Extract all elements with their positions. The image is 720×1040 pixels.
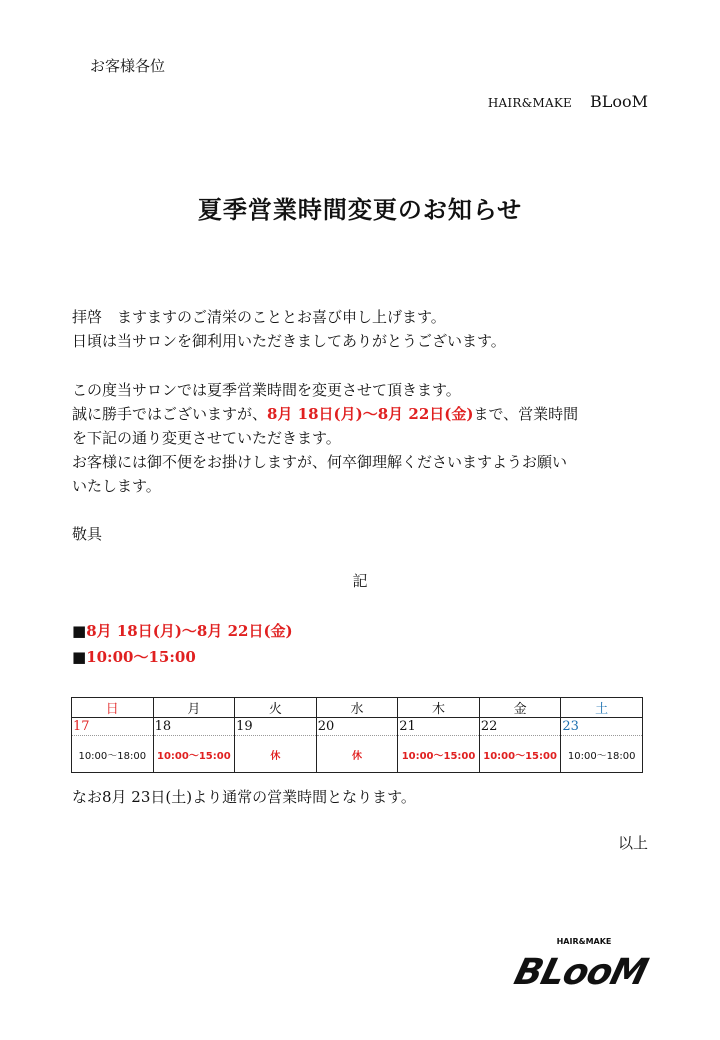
calendar-day-name: 日 [72, 698, 154, 718]
body-line: この度当サロンでは夏季営業時間を変更させて頂きます。 [72, 381, 461, 399]
salutation: お客様各位 [90, 57, 166, 75]
page-title: 夏季営業時間変更のお知らせ [197, 195, 523, 224]
summary-period-value: 8月 18日(月)～8月 22日(金) [86, 622, 293, 640]
greeting-line: 日頃は当サロンを御利用いただきましてありがとうございます。 [72, 332, 506, 350]
calendar-date: 20 [316, 718, 398, 736]
calendar-hours-row [72, 736, 643, 773]
schedule-calendar [71, 697, 643, 773]
body-text [72, 378, 652, 498]
body-line: を下記の通り変更させていただきます。 [72, 429, 341, 447]
calendar-hours: 休 [235, 736, 317, 773]
calendar-hours: 10:00～15:00 [398, 736, 480, 773]
calendar-hours: 10:00～15:00 [479, 736, 561, 773]
after-note: なお8月 23日(土)より通常の営業時間となります。 [72, 788, 416, 806]
summary-hours [72, 644, 293, 670]
sender-prefix: HAIR&MAKE [487, 96, 572, 110]
body-line: お客様には御不便をお掛けしますが、何卒御理解くださいますようお願い [72, 453, 568, 471]
calendar-day-name: 火 [235, 698, 317, 718]
summary-hours-value: 10:00～15:00 [86, 648, 196, 666]
ki-heading: 記 [352, 572, 368, 590]
bloom-logo [506, 930, 652, 996]
calendar-date: 21 [398, 718, 480, 736]
highlight-period: 8月 18日(月)～8月 22日(金) [267, 405, 474, 423]
body-text-post: まで、営業時間 [473, 405, 579, 423]
calendar-date: 19 [235, 718, 317, 736]
bullet-marker: ■ [72, 622, 87, 640]
calendar-date: 17 [72, 718, 154, 736]
calendar-hours: 休 [316, 736, 398, 773]
body-line: いたします。 [72, 477, 161, 495]
calendar-day-name: 金 [479, 698, 561, 718]
logo-small-text: HAIR&MAKE [556, 937, 612, 946]
calendar-hours: 10:00～18:00 [72, 736, 154, 773]
calendar-header-row [72, 698, 643, 718]
summary [72, 618, 293, 670]
summary-period [72, 618, 293, 644]
body-line [72, 402, 652, 426]
calendar-hours: 10:00～15:00 [153, 736, 235, 773]
bullet-marker: ■ [72, 648, 87, 666]
sender-brand: BLooM [589, 92, 648, 111]
calendar-hours: 10:00～18:00 [561, 736, 643, 773]
calendar-date: 23 [561, 718, 643, 736]
calendar-day-name: 土 [561, 698, 643, 718]
calendar-date: 18 [153, 718, 235, 736]
calendar-day-name: 木 [398, 698, 480, 718]
greeting [72, 305, 652, 353]
ijou: 以上 [617, 834, 648, 852]
calendar-day-name: 月 [153, 698, 235, 718]
body-text-pre: 誠に勝手ではございますが、 [72, 405, 268, 423]
calendar-date-row [72, 718, 643, 736]
calendar-date: 22 [479, 718, 561, 736]
logo-big-text: BLooM [510, 950, 652, 993]
greeting-line: 拝啓 ますますのご清栄のこととお喜び申し上げます。 [72, 308, 446, 326]
sender-line [488, 92, 648, 111]
calendar-day-name: 水 [316, 698, 398, 718]
closing: 敬具 [72, 525, 103, 543]
